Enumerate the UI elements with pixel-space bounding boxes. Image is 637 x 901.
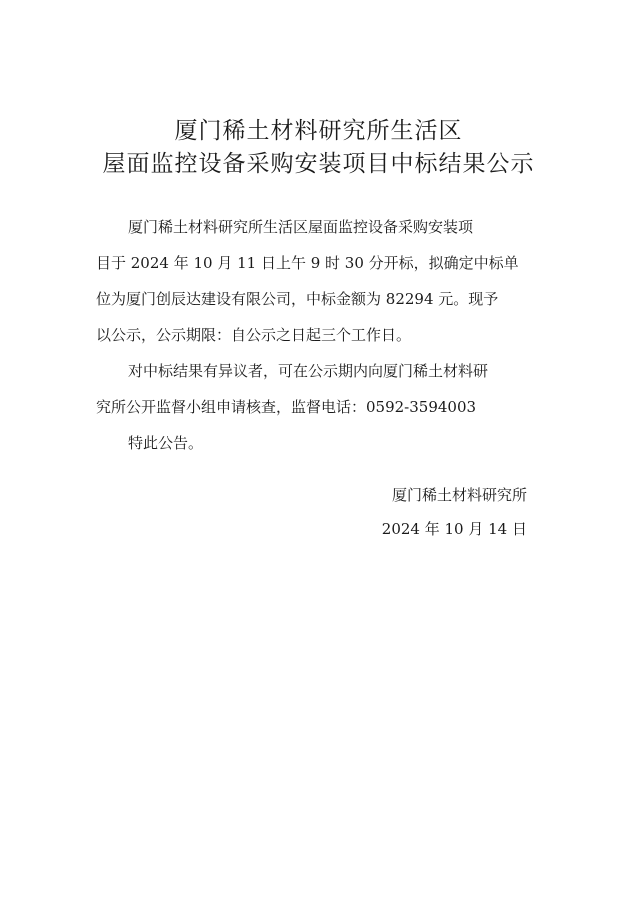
closing-text: 特此公告。 [128,434,204,452]
paragraph1-line3: 位为厦门创辰达建设有限公司，中标金额为 82294 元。现予 [96,290,499,308]
paragraph1-line4: 以公示，公示期限：自公示之日起三个工作日。 [96,326,412,344]
paragraph2-line1: 对中标结果有异议者，可在公示期内向厦门稀土材料研 [128,362,489,380]
paragraph1-line2: 目于 2024 年 10 月 11 日上午 9 时 30 分开标，拟确定中标单 [96,254,519,272]
notice-title-line1: 厦门稀土材料研究所生活区 [174,118,463,144]
notice-title-line2: 屋面监控设备采购安装项目中标结果公示 [102,151,535,177]
signature-organization: 厦门稀土材料研究所 [391,486,527,504]
paragraph2-line2: 究所公开监督小组申请核查，监督电话：0592-3594003 [96,398,477,416]
notice-body [96,209,536,461]
paragraph1-line1: 厦门稀土材料研究所生活区屋面监控设备采购安装项 [128,218,474,236]
signature-date: 2024 年 10 月 14 日 [381,520,527,538]
